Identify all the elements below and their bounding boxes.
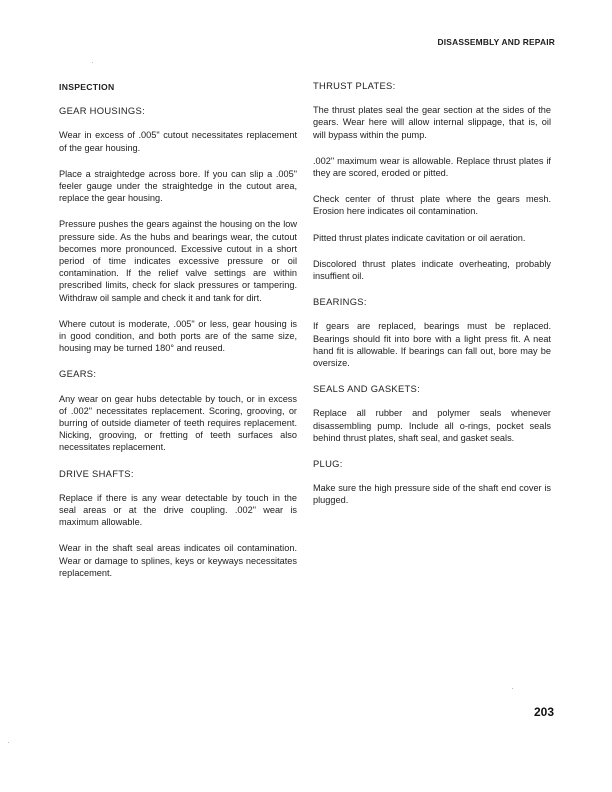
paragraph: Make sure the high pressure side of the shaft end cover is plugged. (313, 483, 551, 506)
paragraph: Wear in excess of .005" cutout necessitates replacement of the gear housing. (59, 130, 297, 153)
paragraph: Check center of thrust plate where the gears mesh. Erosion here indicates oil contamination. (313, 194, 551, 217)
section-title-seals-and-gaskets: SEALS AND GASKETS: (313, 383, 420, 395)
paragraph: Wear in the shaft seal areas indicates oil contamination. Wear or damage to splines, keys or keyways necessitates replacement. (59, 543, 297, 578)
paragraph: .002" maximum wear is allowable. Replace thrust plates if they are scored, eroded or pitted. (313, 155, 551, 179)
paragraph: Pressure pushes the gears against the housing on the low pressure side. As the hubs and bearings wear, the cutout becomes more pronounced. Excessive cutout in a short period of time indicates excessive pressure or oil contamination. If the relief valve settings are within prescribed limits, check for slack pressures or tampering. Withdraw oil sample and check it and tank for dirt. (59, 219, 297, 303)
section-drive-shafts (59, 468, 297, 579)
section-plug (313, 458, 551, 507)
section-title-drive-shafts: DRIVE SHAFTS: (59, 467, 134, 479)
paragraph: If gears are replaced, bearings must be replaced. Bearings should fit into bore with a light press fit. A neat hand fit is allowable. If bearings can fall out, bore may be oversize. (313, 321, 551, 369)
right-column (313, 80, 551, 521)
section-title-thrust-plates: THRUST PLATES: (313, 80, 396, 91)
section-thrust-plates (313, 80, 551, 282)
section-title-plug: PLUG: (313, 458, 343, 470)
section-gears (59, 368, 297, 453)
paragraph: Pitted thrust plates indicate cavitation or oil aeration. (313, 232, 526, 243)
section-title-gears: GEARS: (59, 368, 97, 380)
paragraph: Discolored thrust plates indicate overheating, probably insuffient oil. (313, 258, 551, 282)
section-gear-housings (59, 105, 297, 354)
paragraph: Any wear on gear hubs detectable by touch, or in excess of .002" necessitates replacement. Scoring, grooving, or burring of outside diameter of teeth requires replacement. Nicking, grooving, or fretting of teeth surfaces also necessitates replacement. (59, 393, 297, 453)
section-bearings (313, 296, 551, 369)
left-column (59, 80, 297, 593)
paragraph: The thrust plates seal the gear section at the sides of the gears. Wear here will allow internal slippage, that is, oil will bypass within the pump. (313, 105, 551, 140)
paragraph: Where cutout is moderate, .005" or less, gear housing is in good condition, and both ports are of the same size, housing may be turned 180° and reused. (59, 318, 297, 354)
section-title-gear-housings: GEAR HOUSINGS: (59, 105, 145, 117)
inspection-heading: INSPECTION (59, 82, 115, 92)
running-header: DISASSEMBLY AND REPAIR (437, 37, 555, 47)
section-seals-and-gaskets (313, 383, 551, 444)
page-number: 203 (533, 705, 554, 719)
scan-speck (92, 62, 93, 63)
scan-speck (8, 742, 9, 743)
paragraph: Place a straightedge across bore. If you can slip a .005" feeler gauge under the straightedge in the cutout area, replace the gear housing. (59, 168, 297, 204)
paragraph: Replace all rubber and polymer seals whenever disassembling pump. Include all o-rings, pocket seals behind thrust plates, shaft seal, and gasket seals. (313, 408, 551, 443)
paragraph: Replace if there is any wear detectable by touch in the seal areas or at the drive coupling. .002" wear is maximum allowable. (59, 492, 297, 528)
section-title-bearings: BEARINGS: (313, 296, 367, 308)
scan-speck (512, 688, 513, 689)
